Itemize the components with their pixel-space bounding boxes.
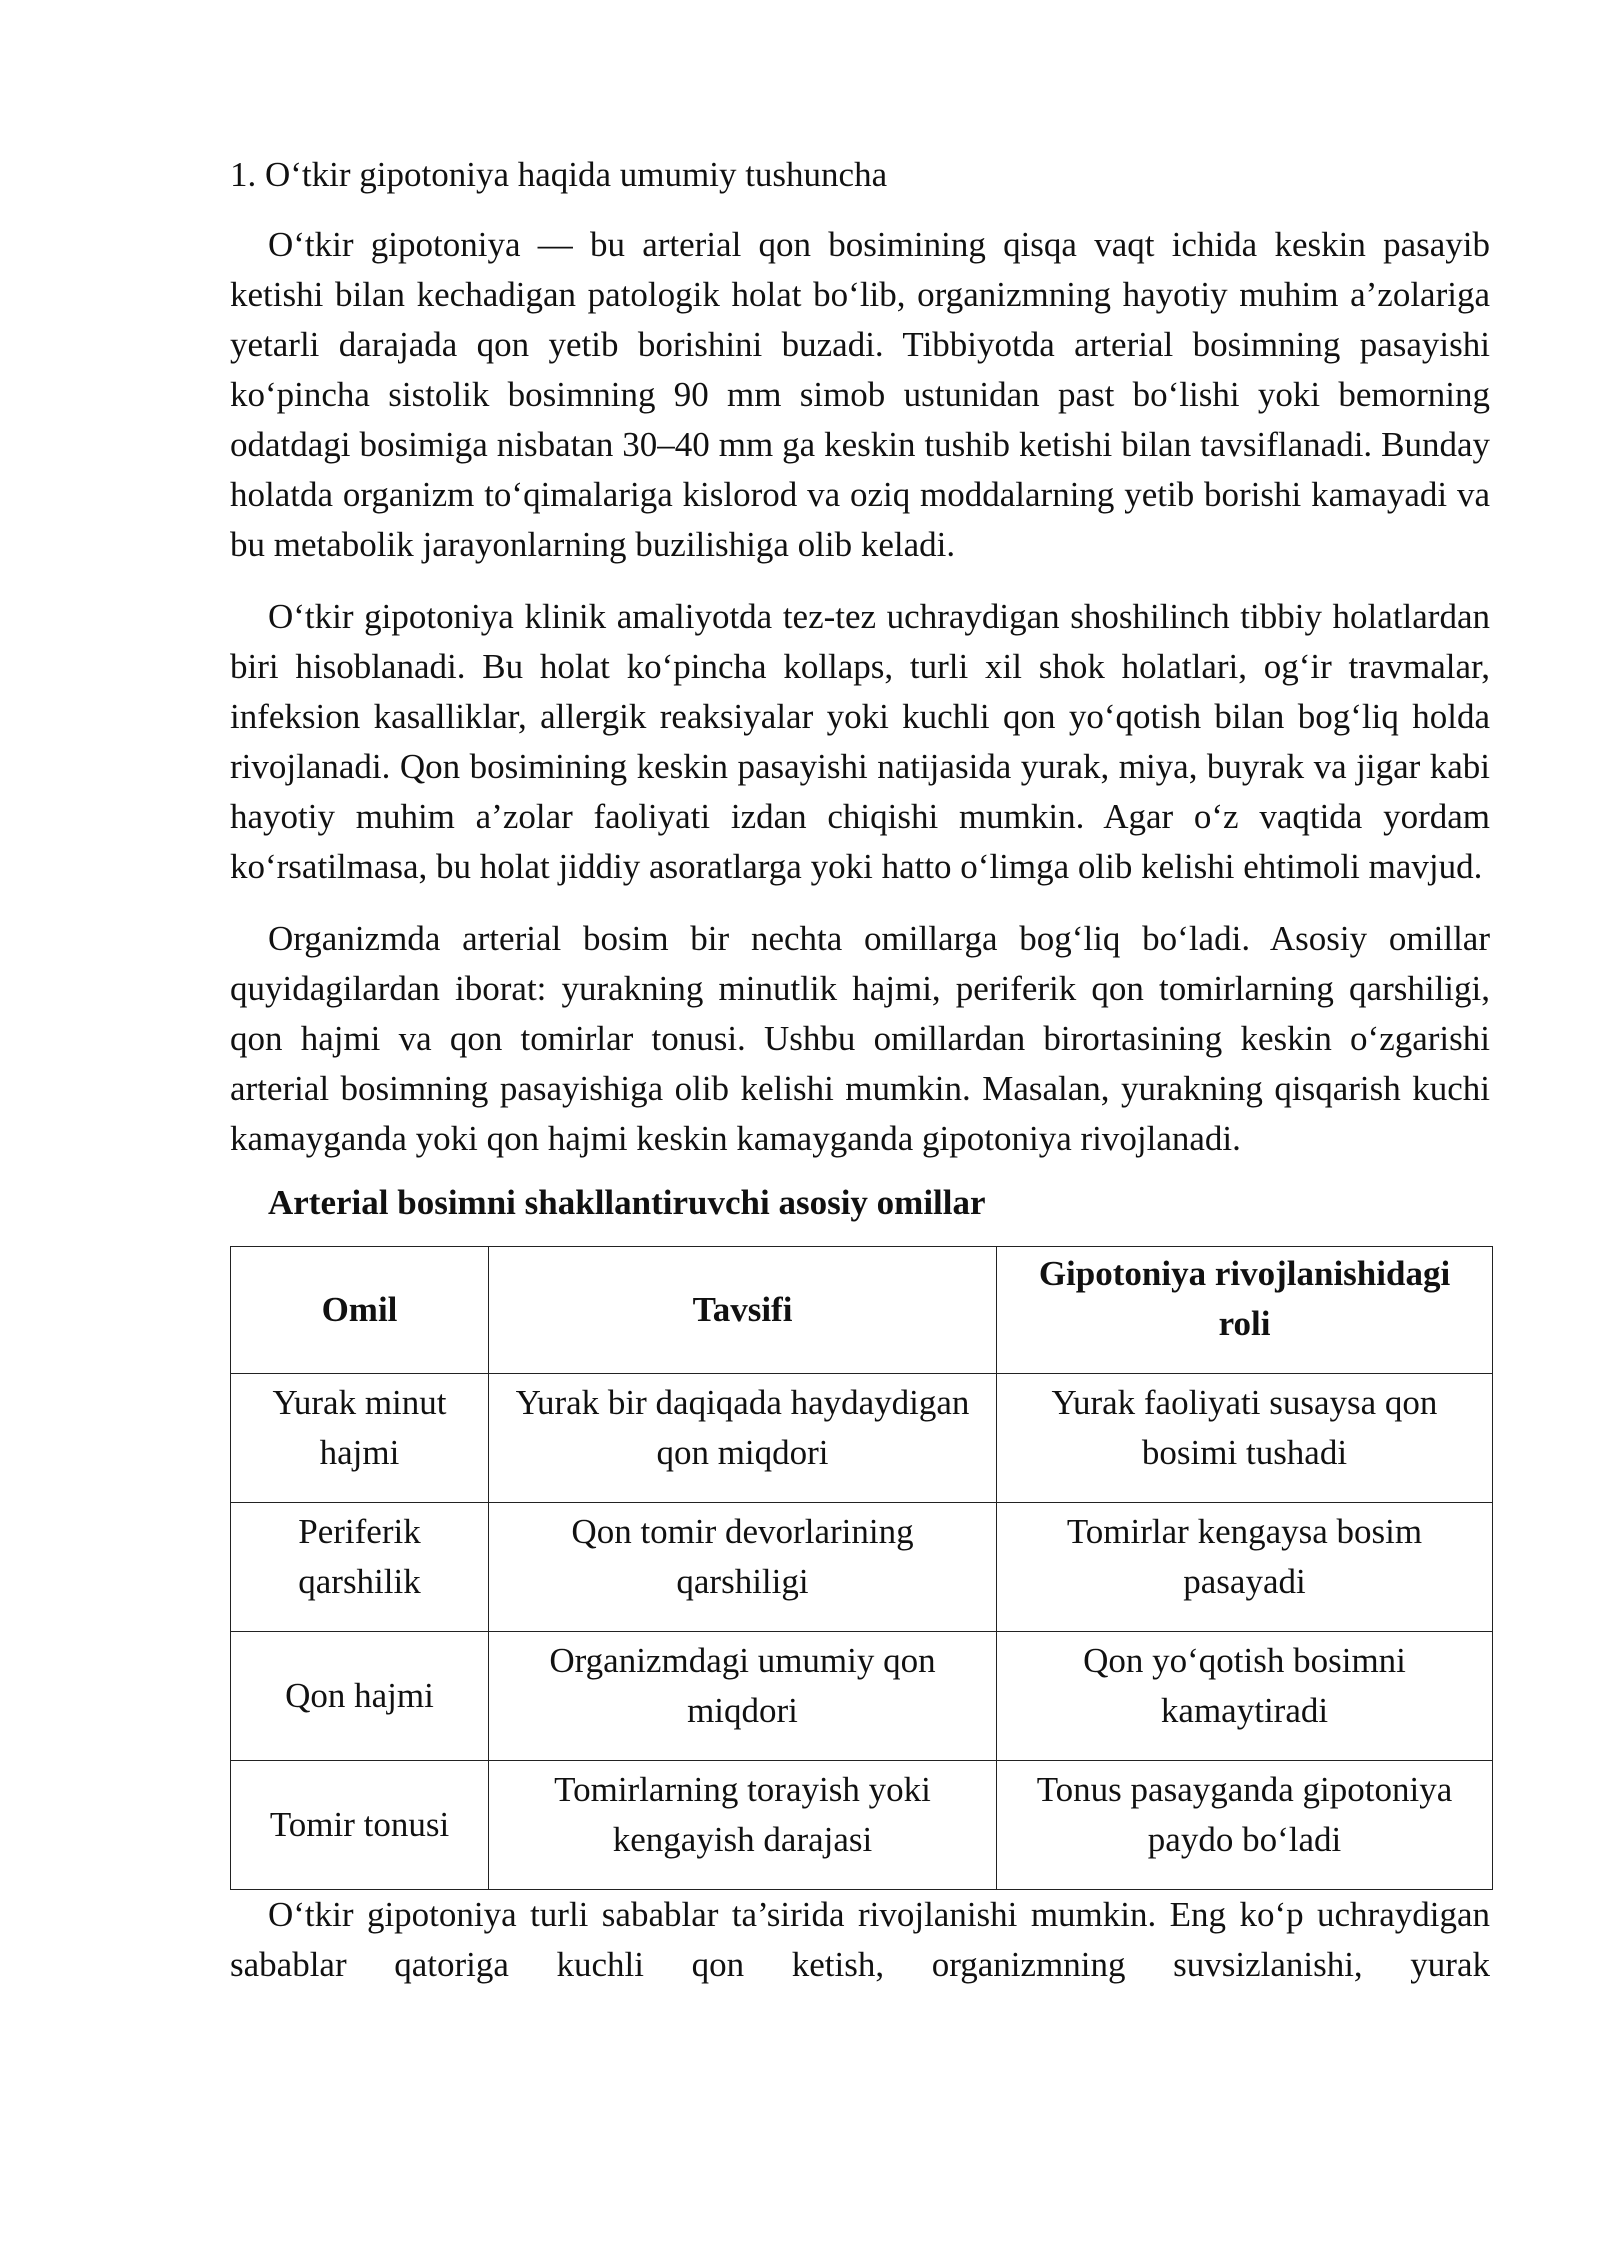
factors-table — [230, 1246, 1493, 1890]
table-row — [231, 1761, 1493, 1890]
paragraph-causes: O‘tkir gipotoniya turli sabablar ta’sirida rivojlanishi mumkin. Eng ko‘p uchraydigan sabablar qatoriga kuchli qon ketish, organizmning suvsizlanishi, yurak — [230, 1895, 1490, 1984]
paragraph-factors: Organizmda arterial bosim bir nechta omillarga bog‘liq bo‘ladi. Asosiy omillar quyidagilardan iborat: yurakning minutlik hajmi, periferik qon tomirlarning qarshiligi, qon hajmi va qon tomirlar tonusi. Ushbu omillardan birortasining keskin o‘zgarishi arterial bosimning pasayishiga olib kelishi mumkin. Masalan, yurakning qisqarish kuchi kamayganda yoki qon hajmi keskin kamayganda gipotoniya rivojlanadi. — [230, 919, 1490, 1158]
section-heading: 1. O‘tkir gipotoniya haqida umumiy tushuncha — [230, 155, 888, 194]
cell-factor: Qon hajmi — [231, 1632, 489, 1761]
table-row — [231, 1374, 1493, 1503]
header-roli: Gipotoniya rivojlanishidagi roli — [997, 1247, 1493, 1374]
cell-description: Qon tomir devorlarining qarshiligi — [489, 1503, 997, 1632]
table-title: Arterial bosimni shakllantiruvchi asosiy omillar — [268, 1183, 986, 1222]
header-tavsifi: Tavsifi — [489, 1247, 997, 1374]
cell-factor: Tomir tonusi — [231, 1761, 489, 1890]
cell-factor: Periferik qarshilik — [231, 1503, 489, 1632]
document-page — [230, 150, 1490, 1990]
cell-description: Yurak bir daqiqada haydaydigan qon miqdori — [489, 1374, 997, 1503]
cell-role: Qon yo‘qotish bosimni kamaytiradi — [997, 1632, 1493, 1761]
table-header-row — [231, 1247, 1493, 1374]
header-omil: Omil — [231, 1247, 489, 1374]
table-row — [231, 1632, 1493, 1761]
cell-factor: Yurak minut hajmi — [231, 1374, 489, 1503]
cell-description: Tomirlarning torayish yoki kengayish darajasi — [489, 1761, 997, 1890]
paragraph-clinical: O‘tkir gipotoniya klinik amaliyotda tez-tez uchraydigan shoshilinch tibbiy holatlardan biri hisoblanadi. Bu holat ko‘pincha kollaps, turli xil shok holatlari, og‘ir travmalar, infeksion kasalliklar, allergik reaksiyalar yoki kuchli qon yo‘qotish bilan bog‘liq holda rivojlanadi. Qon bosimining keskin pasayishi natijasida yurak, miya, buyrak va jigar kabi hayotiy muhim a’zolar faoliyati izdan chiqishi mumkin. Agar o‘z vaqtida yordam ko‘rsatilmasa, bu holat jiddiy asoratlarga yoki hatto o‘limga olib kelishi ehtimoli mavjud. — [230, 597, 1490, 886]
cell-role: Tonus pasayganda gipotoniya paydo bo‘ladi — [997, 1761, 1493, 1890]
table-row — [231, 1503, 1493, 1632]
cell-description: Organizmdagi umumiy qon miqdori — [489, 1632, 997, 1761]
cell-role: Tomirlar kengaysa bosim pasayadi — [997, 1503, 1493, 1632]
cell-role: Yurak faoliyati susaysa qon bosimi tushadi — [997, 1374, 1493, 1503]
paragraph-definition: O‘tkir gipotoniya — bu arterial qon bosimining qisqa vaqt ichida keskin pasayib ketishi bilan kechadigan patologik holat bo‘lib, organizmning hayotiy muhim a’zolariga yetarli darajada qon yetib borishini buzadi. Tibbiyotda arterial bosimning pasayishi ko‘pincha sistolik bosimning 90 mm simob ustunidan past bo‘lishi yoki bemorning odatdagi bosimiga nisbatan 30–40 mm ga keskin tushib ketishi bilan tavsiflanadi. Bunday holatda organizm to‘qimalariga kislorod va oziq moddalarning yetib borishi kamayadi va bu metabolik jarayonlarning buzilishiga olib keladi. — [230, 225, 1490, 564]
